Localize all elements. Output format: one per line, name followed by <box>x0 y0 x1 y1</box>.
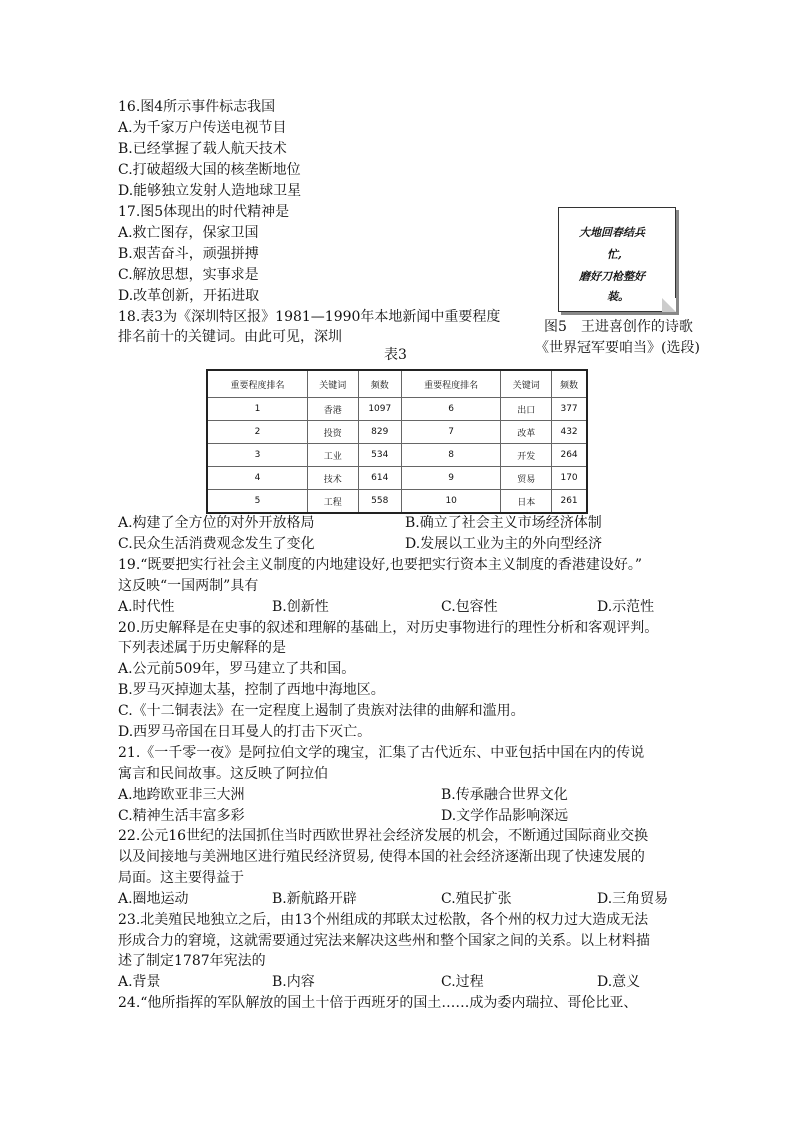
q22-option-d: D.三角贸易 <box>597 891 669 907</box>
table-cell: 9 <box>401 467 501 490</box>
q17-option-a: A.救亡图存，保家卫国 <box>118 225 259 241</box>
q22-option-a: A.圈地运动 <box>118 891 189 907</box>
q22-stem-cont: 局面。这主要得益于 <box>118 870 244 886</box>
q18-option-b: B.确立了社会主义市场经济体制 <box>405 515 602 531</box>
table-cell: 6 <box>401 398 501 421</box>
q19-option-a: A.时代性 <box>118 599 175 615</box>
table-cell: 7 <box>401 421 501 444</box>
poem-line: 大地回春结兵 <box>579 226 645 239</box>
q23-option-d: D.意义 <box>597 974 641 990</box>
table-row <box>207 467 587 490</box>
q22-option-c: C.殖民扩张 <box>441 891 512 907</box>
table-row <box>207 421 587 444</box>
table-cell: 日本 <box>501 490 552 514</box>
table-cell: 264 <box>552 444 587 467</box>
column-header: 重要程度排名 <box>401 370 501 398</box>
q23-option-c: C.过程 <box>441 974 484 990</box>
q21-option-c: C.精神生活丰富多彩 <box>118 808 245 824</box>
q21-stem: 21.《一千零一夜》是阿拉伯文学的瑰宝，汇集了古代近东、中亚包括中国在内的传说 <box>118 745 645 761</box>
q17-option-b: B.艰苦奋斗，顽强拼搏 <box>118 246 259 262</box>
table-cell: 技术 <box>307 467 358 490</box>
table-cell: 8 <box>401 444 501 467</box>
figure5-caption-source: 《世界冠军要咱当》(选段) <box>535 340 700 356</box>
q16-option-a: A.为千家万户传送电视节目 <box>118 120 287 136</box>
poem-line: 磨好刀枪整好 <box>579 270 645 283</box>
q23-stem: 23.北美殖民地独立之后，由13个州组成的邦联太过松散，各个州的权力过大造成无法 <box>118 912 649 928</box>
table-row <box>207 398 587 421</box>
q16-option-d: D.能够独立发射人造地球卫星 <box>118 183 302 199</box>
q19-option-d: D.示范性 <box>597 599 655 615</box>
poem-line: 装。 <box>607 290 629 303</box>
table-cell: 5 <box>207 490 307 514</box>
table-cell: 工程 <box>307 490 358 514</box>
q22-stem-cont: 以及间接地与美洲地区进行殖民经济贸易, 使得本国的社会经济逐渐出现了快速发展的 <box>118 849 645 865</box>
column-header: 频数 <box>358 370 401 398</box>
table-cell: 2 <box>207 421 307 444</box>
q23-option-a: A.背景 <box>118 974 161 990</box>
q18-stem-cont: 排名前十的关键词。由此可见，深圳 <box>118 329 342 345</box>
column-header: 关键词 <box>307 370 358 398</box>
q24-stem: 24.“他所指挥的军队解放的国土十倍于西班牙的国土……成为委内瑞拉、哥伦比亚、 <box>118 995 638 1011</box>
q16-stem: 16.图4所示事件标志我国 <box>118 99 276 115</box>
q22-stem: 22.公元16世纪的法国抓住当时西欧世界社会经济发展的机会，不断通过国际商业交换 <box>118 828 649 844</box>
q21-stem-cont: 寓言和民间故事。这反映了阿拉伯 <box>118 766 328 782</box>
poem-line: 忙, <box>607 248 622 261</box>
table-cell: 4 <box>207 467 307 490</box>
q20-option-d: D.西罗马帝国在日耳曼人的打击下灭亡。 <box>118 724 372 740</box>
table-cell: 1 <box>207 398 307 421</box>
q20-option-b: B.罗马灭掉迦太基，控制了西地中海地区。 <box>118 682 385 698</box>
q19-option-c: C.包容性 <box>441 599 498 615</box>
q23-stem-cont: 述了制定1787年宪法的 <box>118 953 266 969</box>
q20-option-a: A.公元前509年，罗马建立了共和国。 <box>118 661 356 677</box>
q23-option-b: B.内容 <box>272 974 315 990</box>
q16-option-c: C.打破超级大国的核垄断地位 <box>118 162 301 178</box>
q19-option-b: B.创新性 <box>272 599 329 615</box>
table-row <box>207 490 587 514</box>
table-cell: 工业 <box>307 444 358 467</box>
table-cell: 开发 <box>501 444 552 467</box>
q20-option-c: C.《十二铜表法》在一定程度上遏制了贵族对法律的曲解和滥用。 <box>118 703 525 719</box>
column-header: 频数 <box>552 370 587 398</box>
q20-stem-cont: 下列表述属于历史解释的是 <box>118 640 286 656</box>
q19-stem: 19.“既要把实行社会主义制度的内地建设好,也要把实行资本主义制度的香港建设好。” <box>118 557 643 573</box>
table-cell: 432 <box>552 421 587 444</box>
q21-option-a: A.地跨欧亚非三大洲 <box>118 787 245 803</box>
q18-option-c: C.民众生活消费观念发生了变化 <box>118 536 315 552</box>
q21-option-b: B.传承融合世界文化 <box>441 787 568 803</box>
q17-option-d: D.改革创新，开拓进取 <box>118 288 260 304</box>
table3-title: 表3 <box>384 347 407 363</box>
table3 <box>206 369 588 514</box>
page-fold-icon <box>662 298 676 312</box>
q17-stem: 17.图5体现出的时代精神是 <box>118 204 290 220</box>
table-cell: 170 <box>552 467 587 490</box>
q19-stem-cont: 这反映“一国两制”具有 <box>118 578 259 594</box>
table-header-row <box>207 370 587 398</box>
q20-stem: 20.历史解释是在史事的叙述和理解的基础上，对历史事物进行的理性分析和客观评判。 <box>118 620 659 636</box>
table-cell: 改革 <box>501 421 552 444</box>
q22-option-b: B.新航路开辟 <box>272 891 357 907</box>
table-row <box>207 444 587 467</box>
table-cell: 534 <box>358 444 401 467</box>
table-cell: 贸易 <box>501 467 552 490</box>
column-header: 重要程度排名 <box>207 370 307 398</box>
column-header: 关键词 <box>501 370 552 398</box>
table-cell: 829 <box>358 421 401 444</box>
table-cell: 投资 <box>307 421 358 444</box>
table-cell: 香港 <box>307 398 358 421</box>
q18-stem: 18.表3为《深圳特区报》1981—1990年本地新闻中重要程度 <box>118 309 501 325</box>
table-cell: 3 <box>207 444 307 467</box>
figure5-caption: 图5 王进喜创作的诗歌 <box>544 319 693 335</box>
q18-option-d: D.发展以工业为主的外向型经济 <box>405 536 603 552</box>
table-cell: 1097 <box>358 398 401 421</box>
table-cell: 261 <box>552 490 587 514</box>
q23-stem-cont: 形成合力的窘境，这就需要通过宪法来解决这些州和整个国家之间的关系。以上材料描 <box>118 933 650 949</box>
table-cell: 614 <box>358 467 401 490</box>
table-cell: 558 <box>358 490 401 514</box>
q18-option-a: A.构建了全方位的对外开放格局 <box>118 515 315 531</box>
figure5-poem-box <box>558 207 676 312</box>
q21-option-d: D.文学作品影响深远 <box>441 808 569 824</box>
table-cell: 出口 <box>501 398 552 421</box>
q16-option-b: B.已经掌握了载人航天技术 <box>118 141 287 157</box>
table-cell: 377 <box>552 398 587 421</box>
table-cell: 10 <box>401 490 501 514</box>
q17-option-c: C.解放思想，实事求是 <box>118 267 259 283</box>
